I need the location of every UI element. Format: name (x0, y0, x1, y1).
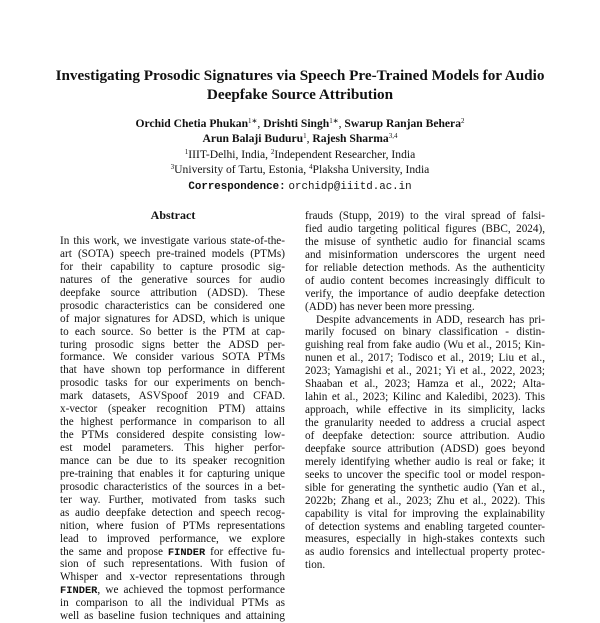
text-line: marily focused on binary classification - distin- (305, 326, 545, 339)
correspondence-label: Correspondence: (188, 180, 286, 193)
text-line: Despite advancements in ADD, research has pri- (316, 313, 545, 326)
text-line: mance can be due to its speaker recognition (60, 454, 285, 467)
text-line: prosodic tasks for our experiments on bench- (60, 377, 285, 390)
text-line: merely identifying whether audio is real or fake; it (305, 455, 545, 468)
text-line: of detection systems and enabling targeted counter- (305, 520, 545, 533)
affiliation-line (40, 162, 560, 177)
text-line: deepfake source attribution (ADSD) goes beyond (305, 442, 545, 455)
text-line: capability is vital for improving the explainability (305, 507, 545, 520)
text-line: nunen et al., 2017; Todisco et al., 2019; Liu et al., (305, 352, 545, 365)
text-line: prosodic characteristics of the sources in a bet- (60, 480, 285, 493)
method-name: FINDER (167, 546, 206, 559)
affil-num: 4 (309, 163, 313, 172)
text-line: seeks to uncover the specific tool or model respon- (305, 468, 545, 481)
author-affil: 2 (461, 117, 465, 125)
text-line: pre-training that enables it for capturing unique (60, 467, 285, 480)
text-line: art (SOTA) speech pre-trained models (PTMs) (60, 247, 285, 260)
text-line: the granularity needed to address a crucial aspect (305, 417, 545, 429)
text-line: lead to improved performance, we explore (60, 532, 285, 545)
title-line: Investigating Prosodic Signatures via Speech Pre-Trained Models for Audio (55, 67, 545, 84)
author-affil: 1 (303, 132, 307, 141)
text-line: the PTMs considered despite consisting low- (60, 429, 285, 442)
author-name: Rajesh Sharma (312, 132, 389, 146)
author-name: Drishti Singh (263, 117, 330, 130)
text-line: approach, while effective in its simplicity, lacks (305, 404, 545, 417)
text-line: the same and propose FINDER for effective fu- (60, 545, 285, 559)
text-line: 2022b; Zhang et al., 2023; Zhu et al., 2022). This (305, 494, 545, 507)
text-line: fied audio targeting political figures (BBC, 2024), (305, 222, 545, 235)
method-name: FINDER (60, 585, 98, 598)
text-line: as audio deepfake detection and speech recog- (60, 506, 285, 519)
text-line: FINDER, we achieved the topmost performance (60, 584, 285, 598)
text-line: as audio forensics and intellectual property protec- (305, 546, 545, 559)
text-line: x-vector (speaker recognition PTM) attains (60, 403, 285, 416)
affiliation-line (40, 147, 560, 162)
text-line: prosodic characteristics can be considered one (60, 299, 285, 312)
text-line: for reliable detection methods. As the authenticity (305, 261, 545, 274)
text-line: of deepfake detection: source attribution. Audio (305, 429, 545, 442)
text-line: of major signatures for ADSD, which is unique (60, 312, 285, 325)
text-line: the highest performance in comparison to all (60, 416, 285, 429)
abstract-heading: Abstract (150, 208, 196, 222)
text-line: natures of the generative sources for audio (60, 273, 285, 286)
author-name: Arun Balaji Buduru (202, 132, 304, 146)
text-line: formance. We consider various SOTA PTMs (60, 351, 285, 364)
text-line: deepfake source attribution (ADSD). These (60, 286, 285, 299)
text-line: Whisper and x-vector representations through (60, 571, 285, 584)
text-line: in comparison to all the individual PTMs as (60, 597, 285, 610)
affil-num: 1 (184, 147, 189, 156)
affiliation: University of Tartu, Estonia, (174, 163, 310, 177)
author-block (40, 116, 560, 195)
affiliation: Independent Researcher, India (274, 147, 416, 161)
author-line: Orchid Chetia Phukan$^{1∗}$, Drishti Singh$^{1∗}$, Swarup Ranjan Behera$^2$ (135, 117, 465, 130)
author-affil: 1∗ (329, 117, 339, 125)
text-line: of audio content becomes increasingly difficult to (305, 274, 545, 287)
text-line: In this work, we investigate various state-of-the- (60, 235, 285, 247)
text-line: 2023; Yamagishi et al., 2021; Yi et al., 2022, 2023; (305, 365, 545, 378)
text-line: mark datasets, ASVSpoof 2019 and CFAD. (60, 390, 285, 403)
text-line: nition, where fusion of PTMs representations (60, 519, 285, 532)
text-line: lahin et al., 2023; Kilinc and Kaledibi, 2023). This (305, 391, 545, 404)
affiliation: Plaksha University, India (312, 163, 430, 177)
text-line: that have shown top performance in different (60, 364, 285, 377)
affiliation: IIIT-Delhi, India, (188, 147, 271, 161)
text-line: verify, the importance of audio deepfake detection (305, 287, 545, 300)
author-affil: 3,4 (388, 132, 398, 141)
text-line: frauds (Stupp, 2019) to the viral spread of falsi- (305, 210, 545, 222)
introduction-body (305, 210, 545, 572)
text-line: sion of such representations. With fusion of (60, 558, 285, 571)
correspondence (40, 178, 560, 195)
text-line: for their capability to capture prosodic sig- (60, 260, 285, 273)
text-line: to each source. So better is the PTM at cap- (60, 325, 285, 338)
text-line: ter way. Further, motivated from tasks such (60, 493, 285, 506)
text-line: measures, especially in high-stakes contexts such (305, 533, 545, 546)
author-name: Swarup Ranjan Behera (344, 117, 462, 130)
text-line: (ADD) has never been more pressing. (305, 300, 475, 313)
text-line: the misuse of synthetic audio for financial scams (305, 235, 545, 248)
text-line: well as baseline fusion techniques and attaining (60, 610, 285, 623)
title-line: Deepfake Source Attribution (206, 86, 394, 103)
text-line: tion. (305, 559, 326, 572)
affil-num: 3 (170, 163, 175, 172)
paper-title (40, 66, 560, 104)
author-name: Orchid Chetia Phukan (135, 117, 249, 130)
text-line: Shaaban et al., 2023; Hamza et al., 2022; Alta- (305, 378, 545, 391)
correspondence-email[interactable]: orchidp@iiitd.ac.in (288, 180, 412, 193)
author-line: Arun Balaji Buduru$^1$, Rajesh Sharma$^{3,4}$ (202, 132, 398, 146)
affil-num: 2 (270, 147, 275, 156)
text-line: est model parameters. This higher perfor- (60, 442, 285, 454)
text-line: sible for generating the synthetic audio (Yan et al., (305, 481, 545, 494)
text-line: turing prosodic signs better the ADSD per- (60, 338, 285, 351)
text-line: and misinformation underscores the urgent need (305, 248, 545, 261)
text-line: guishing real from fake audio (Wu et al., 2015; Kin- (305, 339, 545, 352)
author-affil: 1∗ (248, 117, 258, 125)
abstract-body (60, 235, 285, 623)
